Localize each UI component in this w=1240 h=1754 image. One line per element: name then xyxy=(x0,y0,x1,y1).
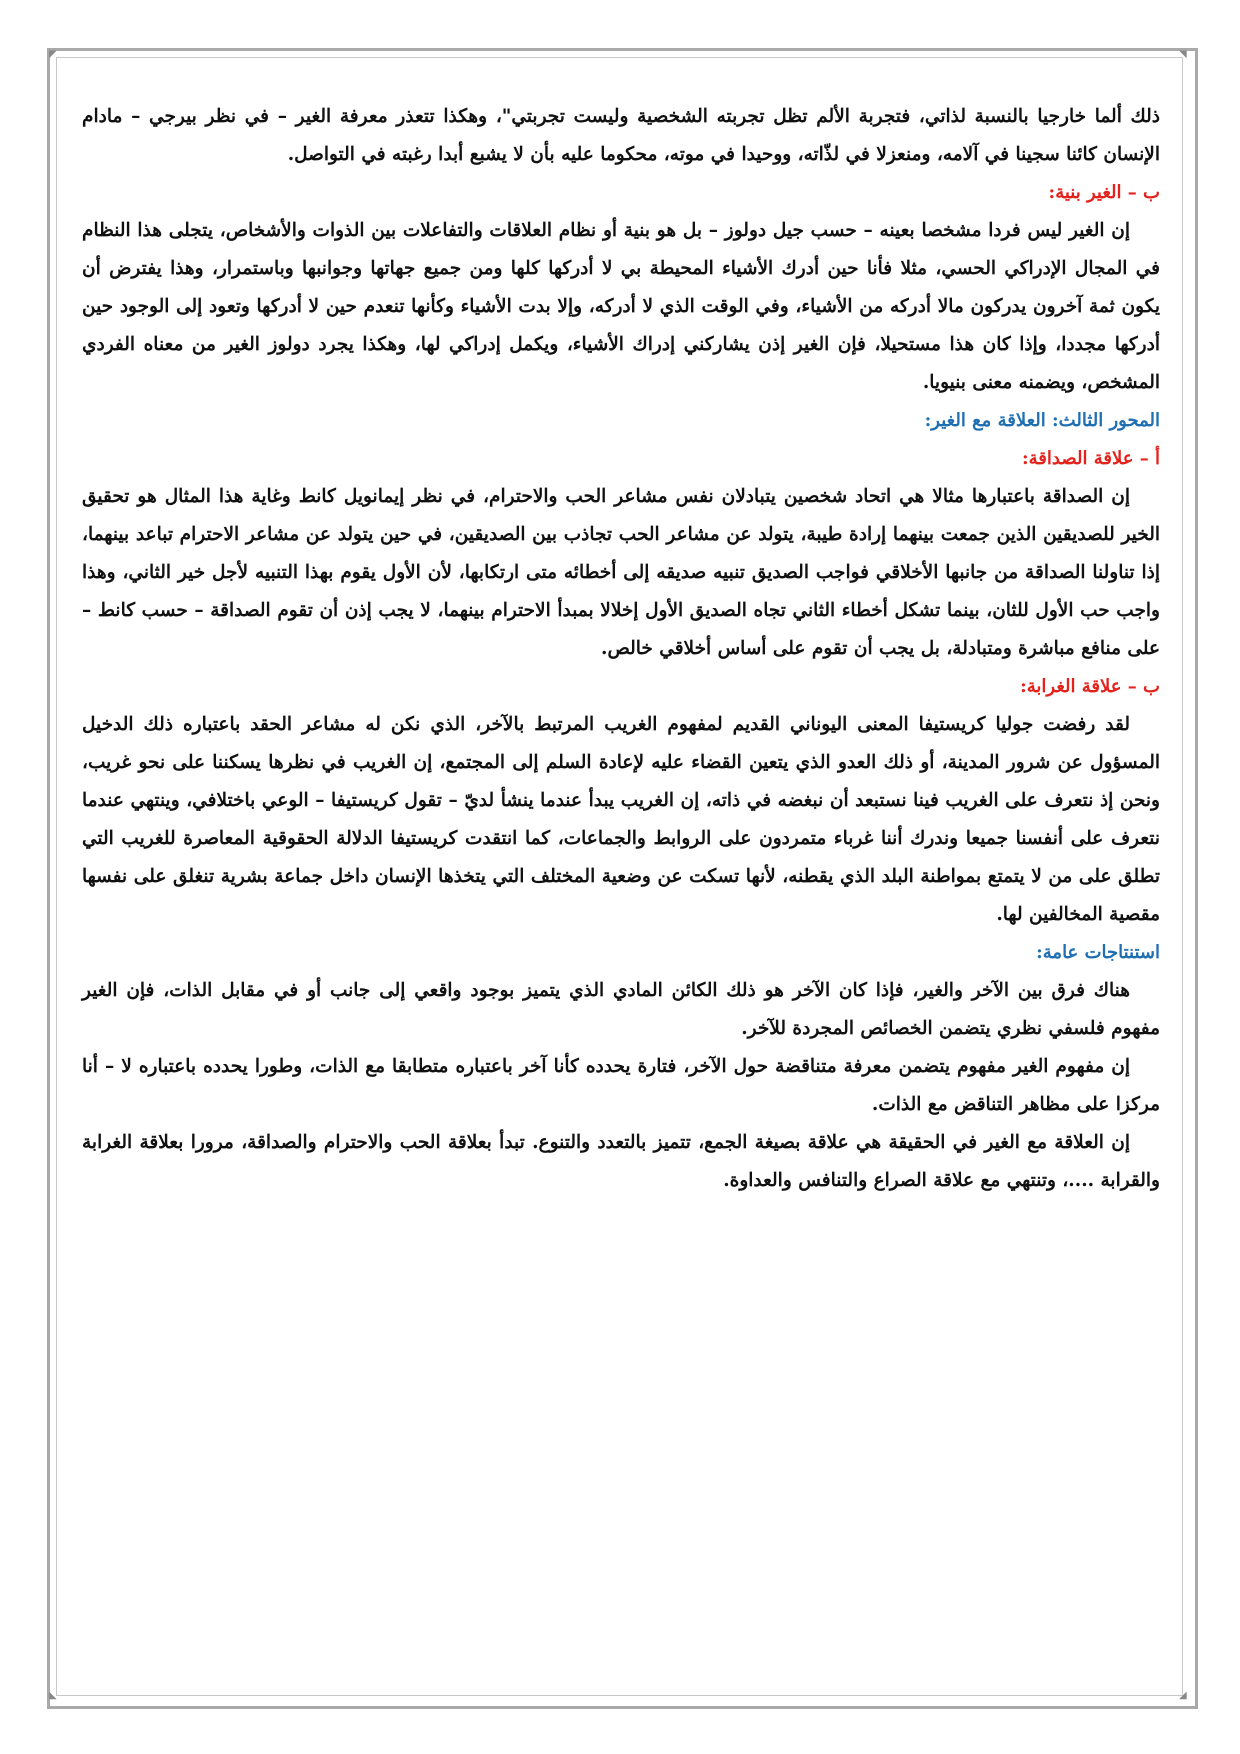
section-heading-axis-three: المحور الثالث: العلاقة مع الغير: xyxy=(924,410,1160,431)
corner-ornament-bottom-left: ◣ xyxy=(49,1690,57,1701)
paragraph-kristeva: لقد رفضت جوليا كريستيفا المعنى اليوناني القديم لمفهوم الغريب المرتبط بالآخر، الذي نكن له مشاعر الحقد باعتباره ذلك الدخيل المسؤول عن شرور المدينة، أو ذلك العدو الذي يتعين القضاء عليه لإعادة السلم إلى المجتمع، إن الغريب في نظرها يسكننا على نحو غريب، ونحن إذ نتعرف على الغريب فينا نستبعد أن نبغضه في ذاته، إن الغريب يبدأ عندما ينشأ لديّ – تقول كريستيفا – الوعي باختلافي، وينتهي عندما نتعرف على أنفسنا جميعا وندرك أننا غرباء متمردون على الروابط والجماعات، كما انتقدت كريستيفا الدلالة الحقوقية المعاصرة للغريب التي تطلق على من لا يتمتع بمواطنة البلد الذي يقطنه، لأنها تسكت عن وضعية المختلف التي يتخذها الإنسان داخل جماعة بشرية تنغلق على نفسها مقصية المخالفين لها. xyxy=(82,714,1160,925)
corner-ornament-top-left: ◤ xyxy=(49,49,57,60)
paragraph-conclusion-3: إن العلاقة مع الغير في الحقيقة هي علاقة بصيغة الجمع، تتميز بالتعدد والتنوع. تبدأ بعلاقة الحب والاحترام والصداقة، مرورا بعلاقة الغرابة والقرابة ....، وتنتهي مع علاقة الصراع والتنافس والعداوة. xyxy=(82,1132,1160,1191)
section-heading-conclusions: استنتاجات عامة: xyxy=(1036,942,1160,963)
corner-ornament-bottom-right: ◢ xyxy=(1179,1690,1187,1701)
corner-ornament-top-right: ◥ xyxy=(1179,49,1187,60)
paragraph-kant-friendship: إن الصداقة باعتبارها مثالا هي اتحاد شخصين يتبادلان نفس مشاعر الحب والاحترام، في نظر إيمانويل كانط وغاية هذا المثال هو تحقيق الخير للصديقين الذين جمعت بينهما إرادة طيبة، يتولد عن مشاعر الحب تجاذب بين الصديقين، في حين يتولد عن مشاعر الاحترام تباعد بينهما، إذا تناولنا الصداقة من جانبها الأخلاقي فواجب الصديق تنبيه صديقه إلى أخطائه متى ارتكابها، لأن الأول يقوم بهذا التنبيه لأجل خير الثاني، وهذا واجب حب الأول للثان، بينما تشكل أخطاء الثاني تجاه الصديق الأول إخلالا بمبدأ الاحترام بينهما، لا يجب إذن أن تقوم الصداقة – حسب كانط – على منافع مباشرة ومتبادلة، بل يجب أن تقوم على أساس أخلاقي خالص. xyxy=(82,486,1160,659)
subheading-strangeness: ب – علاقة الغرابة: xyxy=(1020,676,1160,697)
paragraph-conclusion-1: هناك فرق بين الآخر والغير، فإذا كان الآخر هو ذلك الكائن المادي الذي يتميز بوجود واقعي إلى جانب أو في مقابل الذات، فإن الغير مفهوم فلسفي نظري يتضمن الخصائص المجردة للآخر. xyxy=(82,980,1160,1039)
subheading-other-as-structure: ب – الغير بنية: xyxy=(1048,182,1160,203)
paragraph-intro-continuation: ذلك ألما خارجيا بالنسبة لذاتي، فتجربة الألم تظل تجربته الشخصية وليست تجربتي"، وهكذا تتعذر معرفة الغير – في نظر بيرجي – مادام الإنسان كائنا سجينا في آلامه، ومنعزلا في لذّاته، ووحيدا في موته، محكوما عليه بأن لا يشبع أبدا رغبته في التواصل. xyxy=(82,106,1160,165)
subheading-friendship: أ – علاقة الصداقة: xyxy=(1022,448,1160,469)
document-body xyxy=(82,98,1160,1200)
paragraph-conclusion-2: إن مفهوم الغير مفهوم يتضمن معرفة متناقضة حول الآخر، فتارة يحدده كأنا آخر باعتباره متطابقا مع الذات، وطورا يحدده باعتباره لا – أنا مركزا على مظاهر التناقض مع الذات. xyxy=(82,1056,1160,1115)
paragraph-deleuze: إن الغير ليس فردا مشخصا بعينه – حسب جيل دولوز – بل هو بنية أو نظام العلاقات والتفاعلات بين الذوات والأشخاص، يتجلى هذا النظام في المجال الإدراكي الحسي، مثلا فأنا حين أدرك الأشياء المحيطة بي لا أدركها كلها ومن جميع جهاتها وجوانبها وباستمرار، وهذا يفترض أن يكون ثمة آخرون يدركون مالا أدركه من الأشياء، وفي الوقت الذي لا أدركه، وإلا بدت الأشياء وكأنها تنعدم حين لا أدركها وتعود إلى الوجود حين أدركها مجددا، وإذا كان هذا مستحيلا، فإن الغير إذن يشاركني إدراك الأشياء، ويكمل إدراكي لها، وهكذا يجرد دولوز الغير من معناه الفردي المشخص، ويضمنه معنى بنيويا. xyxy=(82,220,1160,393)
